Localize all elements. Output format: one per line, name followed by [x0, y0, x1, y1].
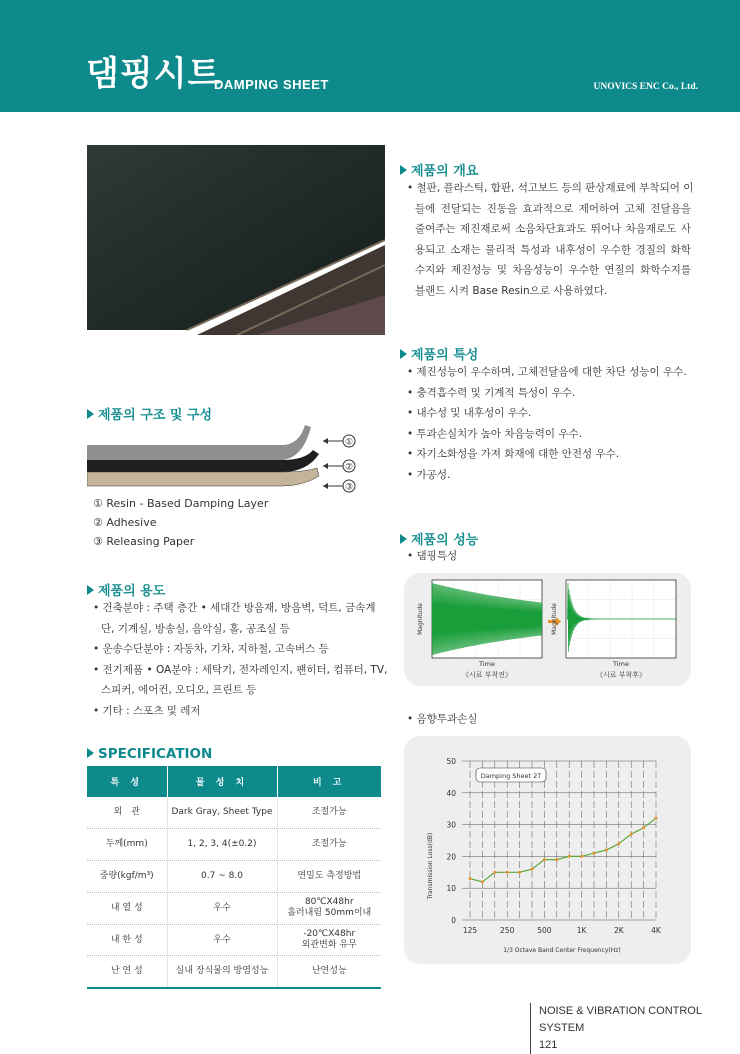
- plot-before-xlabel: Time: [479, 660, 495, 668]
- spec-table: [87, 766, 381, 989]
- x-tick-label: 1K: [576, 926, 587, 935]
- callout-2: ②: [344, 462, 354, 473]
- table-row: 두께(mm) 1, 2, 3, 4(±0.2) 조절가능: [87, 829, 381, 861]
- damping-panel: [404, 573, 691, 686]
- tl-chart: [404, 736, 691, 964]
- spec-header: 물 성 치: [167, 766, 277, 797]
- data-point: [593, 852, 596, 855]
- plot-after-ylabel: Magnitude: [551, 603, 558, 635]
- x-tick-label: 125: [462, 926, 478, 935]
- structure-legend: [93, 494, 268, 551]
- data-point: [580, 855, 583, 858]
- tl-points: [469, 817, 658, 884]
- list-item: • 내수성 및 내후성이 우수.: [407, 407, 532, 419]
- x-tick-label: 500: [537, 926, 552, 935]
- tl-label: • 음향투과손실: [407, 713, 478, 725]
- product-photo-image: [87, 145, 385, 335]
- list-item: • 제진성능이 우수하며, 고체전달음에 대한 차단 성능이 우수.: [407, 366, 687, 378]
- list-item: • 자기소화성을 가져 화재에 대한 안전성 우수.: [407, 448, 620, 460]
- company-name: UNOVICS ENC Co., Ltd.: [593, 82, 698, 92]
- y-tick-label: 10: [446, 884, 456, 894]
- tl-grid: [462, 761, 656, 920]
- data-point: [605, 849, 608, 852]
- data-point: [531, 868, 534, 871]
- table-row: 내 열 성 우수 80℃X48hr 흘러내림 50mm이내: [87, 892, 381, 924]
- y-tick-label: 0: [451, 916, 456, 925]
- footer-system: NOISE & VIBRATION CONTROL SYSTEM: [539, 1005, 702, 1034]
- spec-header: 특 성: [87, 766, 167, 797]
- legend-item: ① Resin - Based Damping Layer: [93, 497, 269, 510]
- structure-heading: 제품의 구조 및 구성: [87, 404, 212, 423]
- page-footer: [530, 1003, 740, 1054]
- tl-series-line: [470, 818, 656, 882]
- y-tick-label: 20: [446, 852, 456, 862]
- resin-layer: [87, 425, 311, 460]
- tl-panel: [404, 736, 691, 964]
- features-list: [407, 362, 687, 485]
- spec-header: 비 고: [277, 766, 381, 797]
- data-point: [543, 858, 546, 861]
- legend-item: ② Adhesive: [93, 516, 157, 529]
- data-point: [630, 833, 633, 836]
- overview-heading: 제품의 개요: [400, 160, 478, 179]
- y-tick-label: 30: [446, 820, 456, 830]
- list-item: • 가공성.: [407, 468, 451, 481]
- table-row: 중량(kgf/m³) 0.7 ~ 8.0 면밀도 측정방법: [87, 861, 381, 893]
- data-point: [469, 877, 472, 880]
- list-item: • 충격흡수력 및 기계적 특성이 우수.: [407, 386, 576, 399]
- list-item: • 투과손실치가 높아 차음능력이 우수.: [407, 427, 583, 440]
- callout-arrow: [323, 438, 328, 444]
- tl-ticks: [446, 757, 661, 935]
- performance-heading: 제품의 성능: [400, 529, 478, 548]
- data-point: [481, 880, 484, 883]
- tl-ylabel: Transmission Loss(dB): [427, 832, 434, 900]
- legend-item: ③ Releasing Paper: [93, 535, 195, 548]
- callout-arrow: [323, 463, 328, 469]
- plot-after-caption: 《시료 부착후》: [595, 671, 647, 679]
- table-row: 외 관 Dark Gray, Sheet Type 조절가능: [87, 797, 381, 829]
- plot-before-ylabel: Magnitude: [417, 603, 424, 635]
- plot-before-caption: 《시료 부착전》: [461, 671, 513, 679]
- y-tick-label: 50: [446, 757, 456, 766]
- x-tick-label: 250: [500, 926, 515, 935]
- data-point: [518, 871, 521, 874]
- page-number: 121: [539, 1039, 558, 1051]
- structure-diagram: [87, 420, 377, 495]
- callout-3: ③: [344, 482, 354, 493]
- page-title: 댐핑시트: [86, 54, 222, 94]
- product-photo: [87, 145, 385, 335]
- callout-1: ①: [344, 437, 354, 448]
- callout-arrow: [323, 483, 328, 489]
- overview-text: • 철판, 플라스틱, 합판, 석고보드 등의 판상재료에 부착되어 이 들에 전달되는 진동을 효과적으로 제어하여 고체 전달음을 줄여주는 제진재로써 소음차단효과도 뛰어나 차음재로도 사 용되고 소재는 물리적 특성과 내후성이 우수한 경질의 화학 수지와 제진성능 및 차음성능이 우수한 연질의 화학수지를 블랜드 시켜 Base Resin으로 사용하였다.: [407, 182, 694, 297]
- data-point: [568, 855, 571, 858]
- damping-label: • 댐핑특성: [407, 550, 458, 562]
- table-row: 내 한 성 우수 -20℃X48hr 외관변화 유무: [87, 924, 381, 956]
- x-tick-label: 2K: [613, 926, 624, 935]
- spec-heading: SPECIFICATION: [87, 746, 212, 762]
- data-point: [506, 871, 509, 874]
- plot-after-xlabel: Time: [613, 660, 629, 668]
- data-point: [555, 858, 558, 861]
- table-row: 난 연 성 실내 장식물의 방염성능 난연성능: [87, 956, 381, 988]
- uses-text: • 건축분야 : 주택 층간 • 세대간 방음재, 방음벽, 덕트, 금속계 단, 기계실, 방송실, 음악실, 홀, 공조실 등 • 운송수단분야 : 자동차, 기차, 지하철, 고속버스 등 • 전기제품 • OA분야 : 세탁기, 전자레인지, 팬히터, 컴퓨터, TV, 스피커, 에어컨, 오디오, 프린트 등 • 기타 : 스포츠 및 레저: [93, 602, 388, 717]
- features-heading: 제품의 특성: [400, 344, 478, 363]
- page-subtitle: DAMPING SHEET: [214, 77, 329, 92]
- page-header: [0, 0, 740, 112]
- data-point: [642, 826, 645, 829]
- tl-xlabel: 1/3 Octave Band Center Frequency(Hz): [503, 947, 621, 954]
- data-point: [617, 842, 620, 845]
- uses-heading: 제품의 용도: [87, 580, 165, 599]
- y-tick-label: 40: [446, 788, 456, 798]
- data-point: [493, 871, 496, 874]
- tl-title: Damping Sheet 2T: [480, 772, 542, 780]
- damping-plots: [404, 573, 691, 686]
- x-tick-label: 4K: [651, 926, 661, 935]
- data-point: [655, 817, 658, 820]
